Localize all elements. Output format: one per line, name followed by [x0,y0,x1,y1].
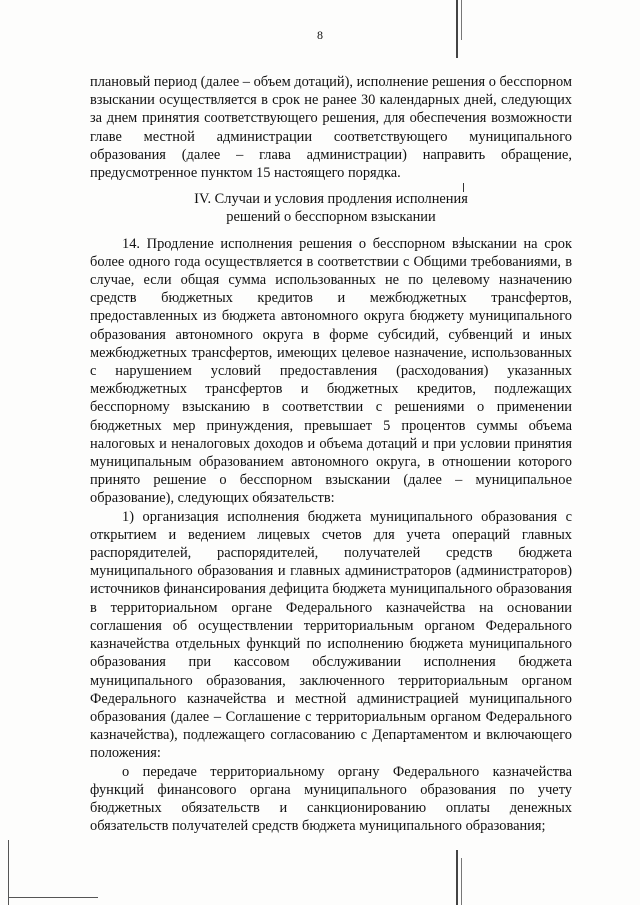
list-item-1: 1) организация исполнения бюджета муниципального образования с открытием и ведением лицевых счетов для учета операций главных распорядителей, распорядителей, получателей средств бюджета муниципального образования и главных администраторов (администраторов) источников финансирования дефицита бюджета муниципального образования в территориальном органе Федерального казначейства на основании соглашения об осуществлении территориальным органом Федерального казначейства отдельных функций по исполнению бюджета муниципального образования при кассовом обслуживании исполнения бюджета муниципального образования, заключенного территориальным органом Федерального казначейства и местной администрацией муниципального образования (далее – Соглашение с территориальным органом Федерального казначейства), подлежащего согласованию с Департаментом и включающего положения: [90,508,572,762]
scan-artifact-line-bottom [456,850,458,905]
section-heading [90,190,572,226]
paragraph-continuation: плановый период (далее – объем дотаций), исполнение решения о бесспорном взыскании осуществляется в срок не ранее 30 календарных дней, следующих за днем принятия соответствующего решения, для обеспечения возможности главе местной администрации соответствующего муниципального образования (далее – глава администрации) направить обращение, предусмотренное пунктом 15 настоящего порядка. [90,74,572,182]
scan-artifact-corner-h [8,897,98,898]
scan-artifact-corner-v [8,840,9,905]
section-heading-line-1: IV. Случаи и условия продления исполнения [194,191,468,208]
list-item-1-subclause: о передаче территориальному органу Федерального казначейства функций финансового органа муниципального образования по учету бюджетных обязательств и санкционированию оплаты денежных обязательств получателей средств бюджета муниципального образования; [90,763,572,835]
scan-artifact-line-bottom-2 [461,858,462,905]
paragraph-14: 14. Продление исполнения решения о бесспорном взыскании на срок более одного года осуществляется в соответствии с Общими требованиями, в случае, если общая сумма использованных не по целевому назначению средств бюджетных кредитов и межбюджетных трансфертов, предоставленных из бюджета автономного округа бюджету муниципального образования автономного округа в форме субсидий, субвенций и иных межбюджетных трансфертов, имеющих целевое назначение, использованных с нарушением условий предоставления (расходования) указанных межбюджетных трансфертов и бюджетных кредитов, подлежащих бесспорному взысканию в соответствии с решениями о применении бюджетных мер принуждения, превышает 5 процентов суммы объема налоговых и неналоговых доходов и объема дотаций и при условии принятия муниципальным образованием автономного округа, в отношении которого принято решение о бесспорном взыскании (далее – муниципальное образование), следующих обязательств: [90,235,572,507]
page-number: 8 [317,28,323,42]
document-body [90,73,572,835]
section-heading-line-2: решений о бесспорном взыскании [226,209,436,226]
